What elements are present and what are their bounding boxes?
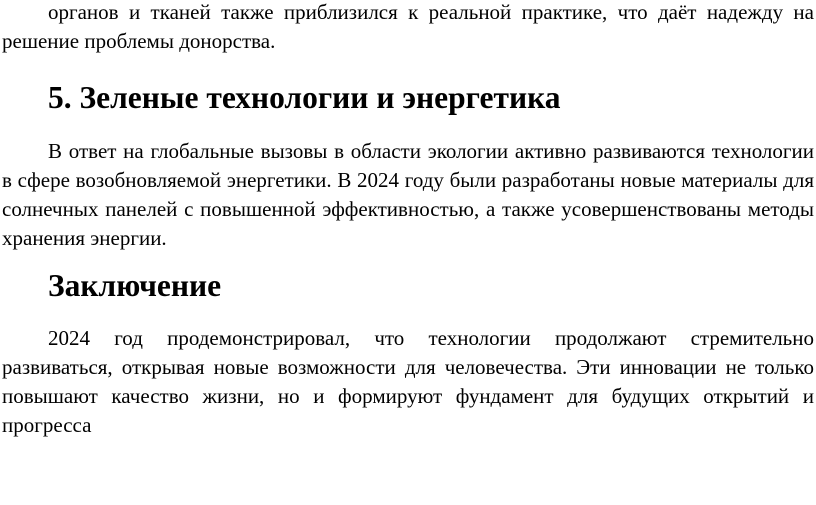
section-5-paragraph: В ответ на глобальные вызовы в области экологии активно развиваются технологии в сфере возобновляемой энергетики. В 2024 году были разработаны новые материалы для солнечных панелей с повышенной эффективностью, а также усовершенствованы методы хранения энергии.: [2, 139, 814, 250]
intro-paragraph: органов и тканей также приблизился к реальной практике, что даёт надежду на решение проблемы донорства.: [2, 0, 814, 53]
conclusion-paragraph: 2024 год продемонстрировал, что технологии продолжают стремительно развиваться, открывая новые возможности для человечества. Эти инновации не только повышают качество жизни, но и формируют фундамент для будущих открытий и прогресса: [2, 326, 814, 437]
conclusion-heading: Заключение: [48, 268, 222, 303]
section-5-heading: 5. Зеленые технологии и энергетика: [48, 80, 561, 115]
